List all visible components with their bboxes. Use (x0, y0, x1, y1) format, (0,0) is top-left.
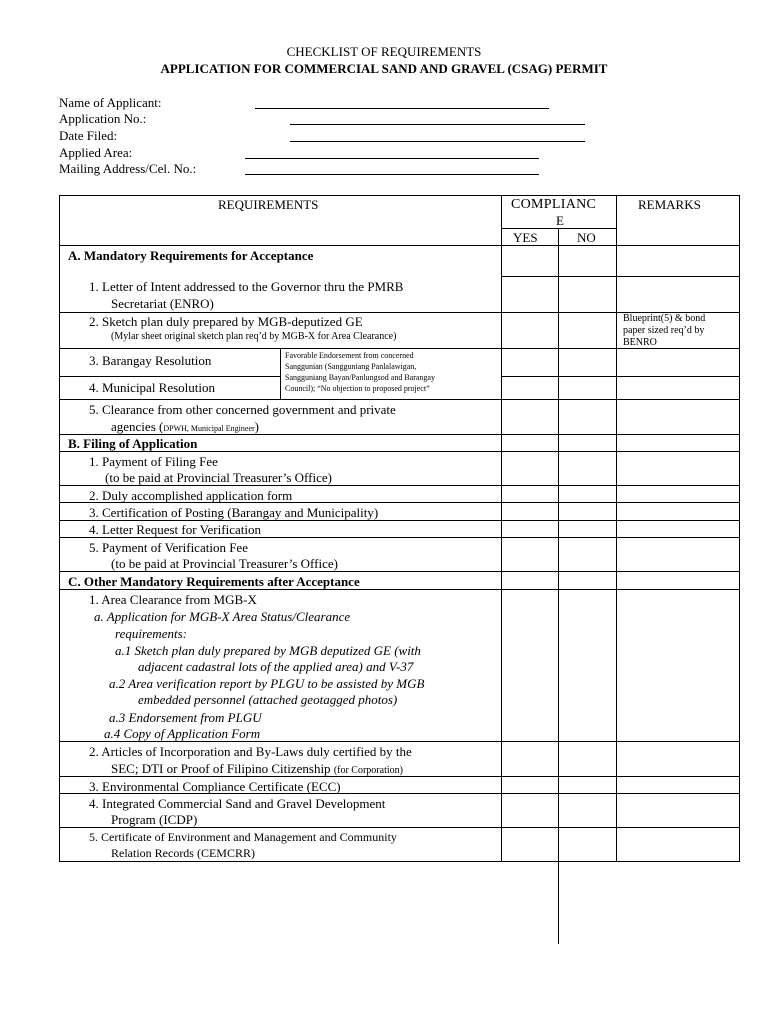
req-c2-line2: SEC; DTI or Proof of Filipino Citizenship (for Corporation) (111, 761, 403, 776)
req-a4: 4. Municipal Resolution (89, 380, 216, 395)
req-c5-line2: Relation Records (CEMCRR) (111, 846, 255, 860)
field-line-name[interactable] (255, 108, 549, 109)
req-c1a1-line2: adjacent cadastral lots of the applied area) and V-37 (138, 659, 414, 674)
field-line-mailing-address[interactable] (245, 174, 539, 175)
endorsement-line1: Favorable Endorsement from concerned (285, 351, 414, 360)
field-line-applied-area[interactable] (245, 158, 539, 159)
req-b5-line2: (to be paid at Provincial Treasurer’s Office) (111, 556, 338, 571)
remark-a2-line2: paper sized req’d by (623, 325, 705, 336)
req-b1-line1: 1. Payment of Filing Fee (89, 454, 218, 469)
req-c2-line1: 2. Articles of Incorporation and By-Laws duly certified by the (89, 744, 412, 759)
req-b4: 4. Letter Request for Verification (89, 522, 261, 537)
section-a-heading: A. Mandatory Requirements for Acceptance (68, 248, 314, 263)
req-a1-line2: Secretariat (ENRO) (111, 296, 214, 311)
document-subtitle: APPLICATION FOR COMMERCIAL SAND AND GRAVEL (CSAG) PERMIT (160, 61, 608, 76)
field-label-date-filed: Date Filed: (59, 128, 118, 143)
req-c4-line2: Program (ICDP) (111, 812, 198, 827)
req-c5-line1: 5. Certificate of Environment and Management and Community (89, 830, 397, 844)
req-a3: 3. Barangay Resolution (89, 353, 212, 368)
endorsement-line3: Sangguniang Bayan/Panlungsod and Barangay (285, 373, 435, 382)
req-c1a-line2: requirements: (115, 626, 187, 641)
req-c1a4: a.4 Copy of Application Form (104, 726, 261, 741)
header-compliance: COMPLIANC (511, 197, 597, 212)
req-c1a3: a.3 Endorsement from PLGU (109, 710, 262, 725)
section-b-heading: B. Filing of Application (68, 436, 198, 451)
endorsement-line2: Sanggunian (Sangguniang Panlalawigan, (285, 362, 417, 371)
field-label-application-no: Application No.: (59, 111, 147, 126)
req-b3: 3. Certification of Posting (Barangay and Municipality) (89, 505, 379, 520)
field-label-mailing-address: Mailing Address/Cel. No.: (59, 161, 197, 176)
header-compliance-cont: E (556, 213, 564, 228)
header-remarks: REMARKS (638, 197, 701, 212)
section-c-heading: C. Other Mandatory Requirements after Acceptance (68, 574, 360, 589)
endorsement-line4: Council); “No objection to proposed project” (285, 384, 430, 393)
req-a2-line2: (Mylar sheet original sketch plan req’d by MGB-X for Area Clearance) (111, 331, 397, 342)
req-a1-line1: 1. Letter of Intent addressed to the Governor thru the PMRB (89, 279, 404, 294)
header-requirements: REQUIREMENTS (218, 197, 319, 212)
field-line-date-filed[interactable] (290, 141, 585, 142)
field-line-application-no[interactable] (290, 124, 585, 125)
req-a5-line1: 5. Clearance from other concerned government and private (89, 402, 396, 417)
req-c1a2-line1: a.2 Area verification report by PLGU to be assisted by MGB (109, 676, 425, 691)
field-label-name: Name of Applicant: (59, 95, 162, 110)
req-c1a-line1: a. Application for MGB-X Area Status/Clearance (94, 609, 351, 624)
req-a2-line1: 2. Sketch plan duly prepared by MGB-deputized GE (89, 314, 363, 329)
header-no: NO (577, 230, 596, 245)
req-c1a2-line2: embedded personnel (attached geotagged photos) (138, 692, 398, 707)
req-b2: 2. Duly accomplished application form (89, 488, 293, 503)
remark-a2-line3: BENRO (623, 337, 657, 348)
req-c4-line1: 4. Integrated Commercial Sand and Gravel Development (89, 796, 386, 811)
req-b1-line2: (to be paid at Provincial Treasurer’s Office) (105, 470, 332, 485)
req-c3: 3. Environmental Compliance Certificate (ECC) (89, 779, 341, 794)
req-a5-line2: agencies (DPWH, Municipal Engineer) (111, 419, 259, 434)
document-title: CHECKLIST OF REQUIREMENTS (286, 44, 482, 59)
remark-a2-line1: Blueprint(5) & bond (623, 313, 706, 324)
field-label-applied-area: Applied Area: (59, 145, 133, 160)
req-c1a1-line1: a.1 Sketch plan duly prepared by MGB deputized GE (with (115, 643, 421, 658)
header-yes: YES (513, 230, 538, 245)
req-b5-line1: 5. Payment of Verification Fee (89, 540, 248, 555)
req-c1: 1. Area Clearance from MGB-X (89, 592, 257, 607)
